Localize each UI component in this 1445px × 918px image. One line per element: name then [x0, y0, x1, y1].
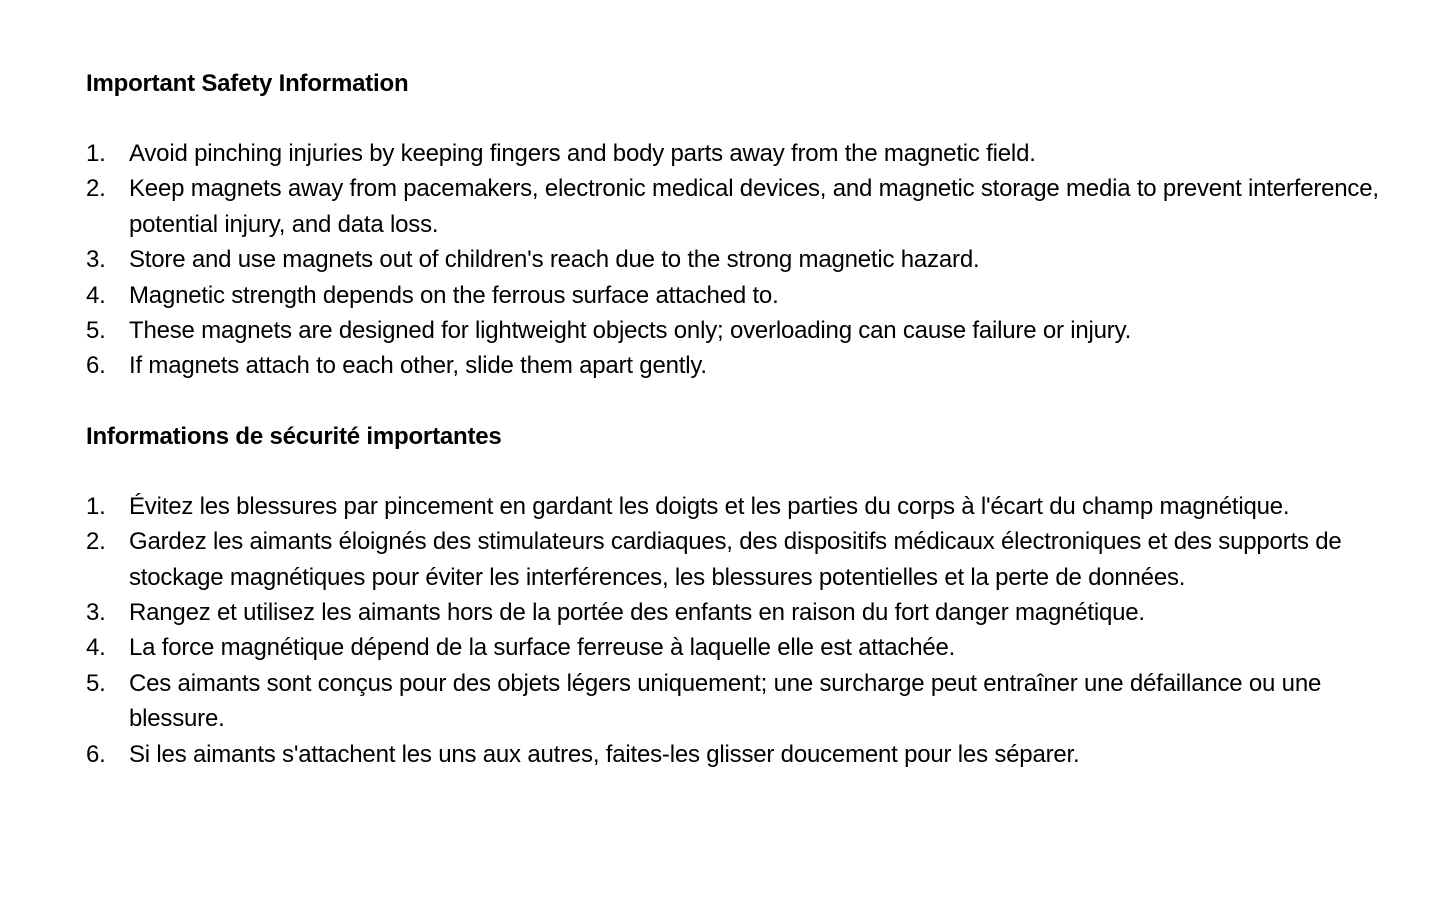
list-item [86, 313, 1396, 348]
list-item [86, 278, 1396, 313]
list-item [86, 630, 1396, 665]
list-item-text: Si les aimants s'attachent les uns aux autres, faites-les glisser doucement pour les séparer. [129, 740, 1080, 768]
list-item-text: Magnetic strength depends on the ferrous surface attached to. [129, 281, 779, 309]
list-item-text: Gardez les aimants éloignés des stimulateurs cardiaques, des dispositifs médicaux électroniques et des supports de stockage magnétiques pour éviter les interférences, les blessures potentielles et la perte de données. [129, 528, 1342, 591]
list-item [86, 666, 1396, 737]
list-item [86, 348, 1396, 383]
list-item-text: If magnets attach to each other, slide them apart gently. [129, 352, 707, 380]
list-item [86, 595, 1396, 630]
section-title-french: Informations de sécurité importantes [86, 422, 502, 450]
list-item-number: 2. [86, 528, 106, 556]
list-item-text: La force magnétique dépend de la surface ferreuse à laquelle elle est attachée. [129, 634, 956, 662]
document-body [86, 66, 1396, 807]
list-item-number: 5. [86, 317, 106, 345]
section-title-english: Important Safety Information [86, 70, 409, 97]
list-item-number: 3. [86, 599, 106, 627]
list-item-number: 1. [86, 492, 106, 520]
list-item-text: These magnets are designed for lightweight objects only; overloading can cause failure or injury. [129, 317, 1132, 345]
safety-list-english [86, 136, 1396, 384]
list-item-number: 2. [86, 175, 106, 203]
list-item-text: Store and use magnets out of children's reach due to the strong magnetic hazard. [129, 246, 980, 274]
list-item-number: 5. [86, 669, 106, 697]
list-item-text: Ces aimants sont conçus pour des objets légers uniquement; une surcharge peut entraîner une défaillance ou une blessure. [129, 669, 1322, 733]
list-item [86, 737, 1396, 772]
list-item-text: Rangez et utilisez les aimants hors de la portée des enfants en raison du fort danger magnétique. [129, 599, 1145, 627]
list-item-number: 6. [86, 740, 106, 768]
list-item-number: 6. [86, 352, 106, 380]
list-item [86, 524, 1396, 595]
safety-list-french [86, 489, 1396, 772]
list-item-text: Évitez les blessures par pincement en gardant les doigts et les parties du corps à l'écart du champ magnétique. [129, 492, 1290, 520]
list-item-number: 4. [86, 281, 106, 309]
list-item-text: Keep magnets away from pacemakers, electronic medical devices, and magnetic storage media to prevent interference, potential injury, and data loss. [129, 175, 1379, 238]
list-item-text: Avoid pinching injuries by keeping fingers and body parts away from the magnetic field. [129, 140, 1036, 167]
list-item [86, 242, 1396, 277]
list-item-number: 1. [86, 140, 106, 167]
list-item-number: 3. [86, 246, 106, 274]
list-item [86, 489, 1396, 524]
list-item-number: 4. [86, 634, 106, 662]
list-item [86, 136, 1396, 171]
list-item [86, 171, 1396, 242]
